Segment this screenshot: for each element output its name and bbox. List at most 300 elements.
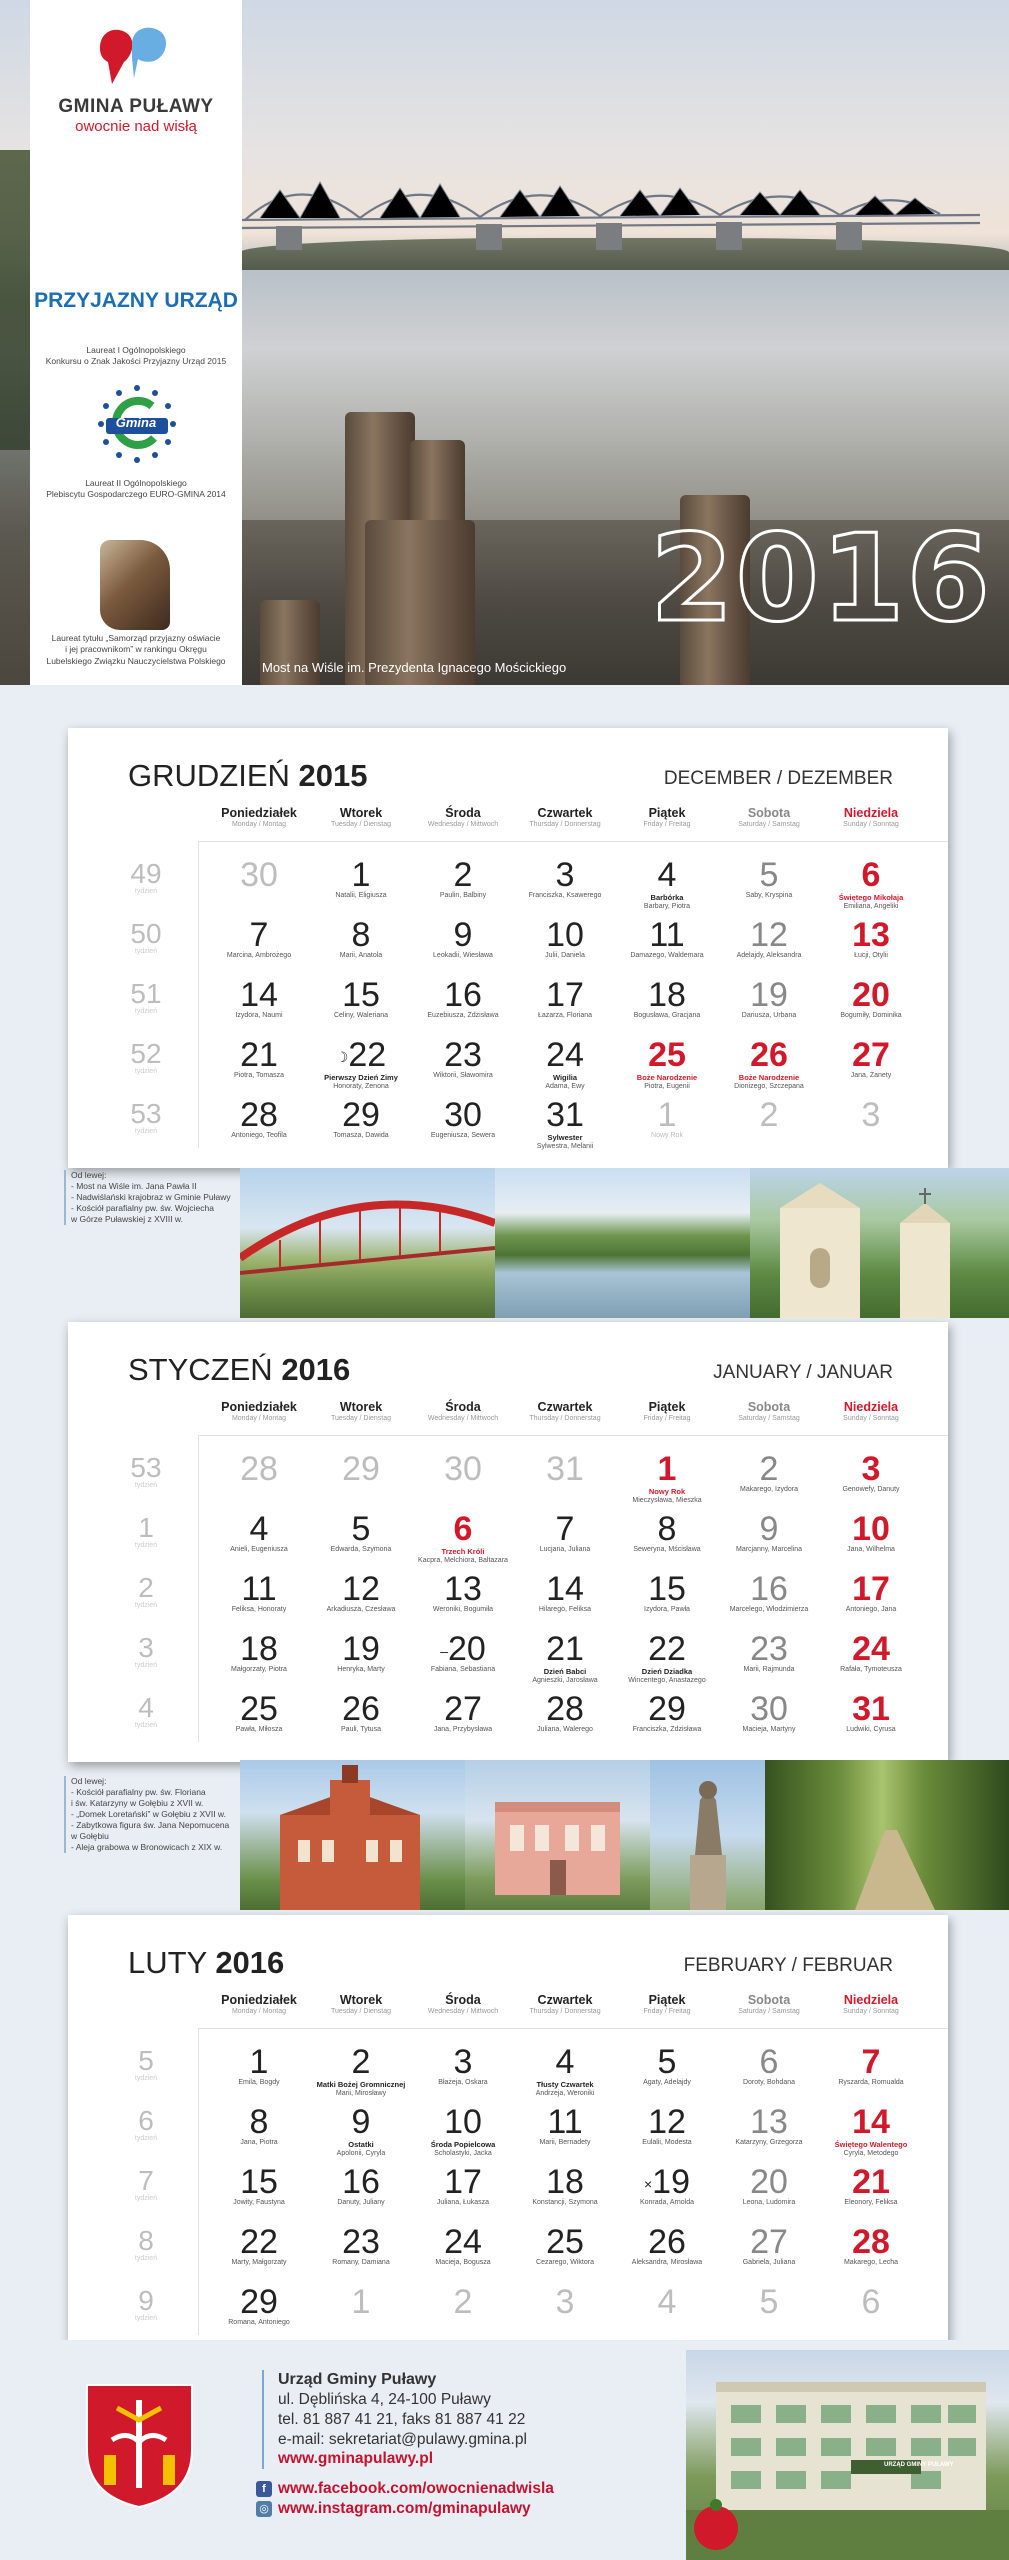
weekday-header: Wtorek Tuesday / Dienstag: [330, 1400, 392, 1422]
education-award-image: [100, 540, 170, 630]
day-number: 2: [759, 1450, 779, 1488]
week-number: 3 tydzień: [134, 1632, 158, 1669]
day-number: 16: [342, 2163, 380, 2201]
day-number: 18: [240, 1630, 278, 1668]
instagram-row[interactable]: [256, 2500, 554, 2518]
day-number: 26: [342, 1690, 380, 1728]
day-cell: [412, 1038, 514, 1080]
day-cell: [616, 2045, 718, 2087]
day-cell: [514, 2225, 616, 2267]
name-day: Barbary, Piotra: [643, 902, 691, 910]
day-number: 28: [240, 1450, 278, 1488]
day-cell: [208, 918, 310, 960]
day-cell: [412, 1632, 514, 1674]
day-cell: [310, 1572, 412, 1614]
weekday-header: Sobota Saturday / Samstag: [738, 1993, 800, 2015]
weekday-header: Poniedziałek Monday / Montag: [221, 806, 297, 828]
day-number: 30: [750, 1690, 788, 1728]
name-day: Kacpra, Melchiora, Baltazara: [418, 1556, 508, 1564]
name-day: Izydora, Pawła: [644, 1606, 690, 1613]
day-cell: [514, 1038, 616, 1091]
day-number: 28: [546, 1690, 584, 1728]
day-number: 18: [546, 2163, 584, 2201]
holiday-name: Boże Narodzenie: [636, 1073, 698, 1082]
day-number: 28: [240, 1096, 278, 1134]
day-cell: [310, 1452, 412, 1486]
website-link[interactable]: www.gminapulawy.pl: [278, 2450, 434, 2468]
name-day: Weroniki, Bogumiła: [432, 1606, 494, 1613]
facebook-icon: f: [256, 2481, 272, 2497]
weekday-header: Niedziela Sunday / Sonntag: [843, 806, 899, 828]
day-cell: [820, 918, 922, 960]
day-cell: [310, 978, 412, 1020]
bridge-illustration: [240, 160, 980, 250]
day-number: 30: [444, 1096, 482, 1134]
month-title: GRUDZIEŃ 2015: [128, 758, 368, 793]
day-number: 2: [759, 1096, 779, 1134]
day-number: 16: [750, 1570, 788, 1608]
day-number: 6: [861, 856, 881, 894]
weekday-header: Sobota Saturday / Samstag: [738, 806, 800, 828]
name-day: Marii, Bernadety: [539, 2139, 591, 2146]
caption-line: Od lewej:: [71, 1776, 107, 1786]
name-day: Franciszka, Zdzisława: [632, 1726, 702, 1733]
holiday-name: Świętego Mikołaja: [838, 893, 904, 902]
day-cell: [514, 918, 616, 960]
day-cell: [514, 1572, 616, 1614]
name-day: Cezarego, Wiktora: [536, 2259, 594, 2266]
office-email[interactable]: e-mail: sekretariat@pulawy.gmina.pl: [278, 2430, 527, 2448]
day-number: 1: [351, 856, 371, 894]
name-day: Makarego, Lecha: [843, 2259, 899, 2266]
facebook-link[interactable]: www.facebook.com/owocnienadwisla: [278, 2480, 554, 2497]
name-day: Antoniego, Teofila: [231, 1132, 287, 1139]
brand-name: GMINA PUŁAWY: [58, 96, 214, 117]
day-number: 7: [249, 916, 269, 954]
name-day: Juliana, Walerego: [537, 1726, 593, 1733]
name-day: Piotra, Eugenii: [644, 1082, 690, 1090]
office-address: ul. Dęblińska 4, 24-100 Puławy: [278, 2391, 491, 2408]
day-number: 23: [444, 1036, 482, 1074]
name-day: Marcjanny, Marcelina: [735, 1546, 802, 1553]
name-day: Romana, Antoniego: [228, 2319, 290, 2326]
day-number: ×19: [643, 2163, 690, 2201]
name-day: Jana, Przybysława: [433, 1726, 493, 1733]
day-cell: [718, 918, 820, 960]
name-day: Bogusława, Gracjana: [633, 1012, 701, 1019]
day-cell: [310, 858, 412, 900]
day-cell: [412, 1098, 514, 1140]
week-number: 9 tydzień: [134, 2285, 158, 2322]
name-day: Jana, Wilhelma: [847, 1546, 895, 1553]
name-day: Katarzyny, Grzegorza: [735, 2139, 803, 2146]
caption-line: i św. Katarzyny w Gołębiu z XVII w.: [71, 1798, 204, 1809]
day-number: 10: [852, 1510, 890, 1548]
weekday-header: Czwartek Thursday / Donnerstag: [529, 806, 601, 828]
day-number: 25: [648, 1036, 686, 1074]
name-day: Macieja, Martyny: [742, 1726, 796, 1733]
name-day: Genowefy, Danuty: [842, 1486, 900, 1493]
calendar-card-grudzień: [68, 728, 948, 1168]
name-day: Marcina, Ambrożego: [226, 952, 292, 959]
holiday-name: Tłusty Czwartek: [536, 2080, 594, 2089]
name-day: Emiliana, Angeliki: [843, 902, 899, 910]
name-day: Apolonii, Cyryla: [336, 2149, 386, 2157]
name-day: Anieli, Eugeniusza: [230, 1546, 288, 1553]
day-cell: [616, 1098, 718, 1140]
week-divider: [198, 1435, 199, 1742]
day-number: 7: [861, 2043, 881, 2081]
calendar-card-styczeń: [68, 1322, 948, 1762]
weekday-header: Wtorek Tuesday / Dienstag: [330, 806, 392, 828]
name-day: Andrzeja, Weroniki: [535, 2089, 595, 2097]
month-title: LUTY 2016: [128, 1945, 285, 1980]
day-cell: [310, 1692, 412, 1734]
name-day: Marii, Rajmunda: [743, 1666, 795, 1673]
day-number: 4: [249, 1510, 269, 1548]
day-cell: [208, 2225, 310, 2267]
name-day: Gabriela, Juliana: [742, 2259, 796, 2266]
day-number: 1: [657, 1096, 677, 1134]
name-day: Izydora, Naumi: [235, 1012, 283, 1019]
name-day: Jana, Żanety: [850, 1072, 892, 1079]
day-cell: [718, 2225, 820, 2267]
day-number: 6: [453, 1510, 473, 1548]
day-number: 6: [861, 2283, 881, 2321]
day-cell: [616, 978, 718, 1020]
weekday-header: Poniedziałek Monday / Montag: [221, 1400, 297, 1422]
contact-block: [262, 2370, 527, 2469]
caption-line: w Górze Puławskiej z XVIII w.: [71, 1214, 183, 1225]
euro-gmina-logo-text: Gmina: [115, 415, 157, 430]
name-day: Pauli, Tytusa: [341, 1726, 381, 1733]
day-cell: [820, 2285, 922, 2319]
day-number: 13: [444, 1570, 482, 1608]
day-cell: [412, 978, 514, 1020]
weekday-header: Wtorek Tuesday / Dienstag: [330, 1993, 392, 2015]
name-day: Adelajdy, Aleksandra: [736, 952, 802, 959]
day-cell: [412, 1572, 514, 1614]
day-number: 20: [750, 2163, 788, 2201]
przyjazny-urzad-logo: PRZYJAZNY URZĄD: [34, 289, 238, 312]
day-number: 20: [852, 976, 890, 1014]
moon-phase-icon: –: [440, 1643, 448, 1660]
day-number: 29: [342, 1450, 380, 1488]
day-number: 15: [240, 2163, 278, 2201]
day-number: 2: [351, 2043, 371, 2081]
name-day: Małgorzaty, Piotra: [231, 1666, 287, 1673]
office-building-photo: [686, 2350, 1009, 2560]
day-cell: [616, 918, 718, 960]
name-day: Leona, Ludomira: [742, 2199, 796, 2206]
day-cell: [208, 1632, 310, 1674]
day-cell: [514, 1632, 616, 1685]
day-cell: [412, 1512, 514, 1565]
day-cell: [412, 2225, 514, 2267]
day-cell: [412, 2105, 514, 2158]
day-number: 14: [240, 976, 278, 1014]
instagram-link[interactable]: www.instagram.com/gminapulawy: [278, 2500, 531, 2517]
name-day: Eugeniusza, Sewera: [430, 1132, 496, 1139]
day-number: 11: [649, 916, 685, 954]
day-cell: [718, 978, 820, 1020]
name-day: Łazarza, Floriana: [537, 1012, 593, 1019]
week-number: 49 tydzień: [130, 858, 162, 895]
photo-caption: Most na Wiśle im. Prezydenta Ignacego Mościckiego: [262, 660, 567, 675]
day-number: 31: [546, 1450, 584, 1488]
name-day: Macieja, Bogusza: [435, 2259, 491, 2266]
header-banner: [0, 0, 1009, 685]
caption-line: - Kościół parafialny pw. św. Wojciecha: [71, 1203, 214, 1214]
instagram-icon: ◎: [256, 2501, 272, 2517]
day-cell: [718, 2105, 820, 2147]
day-cell: [412, 2285, 514, 2319]
photo-domek-loretanski: [465, 1760, 650, 1910]
photo-river-landscape: [495, 1168, 750, 1318]
day-cell: [514, 1512, 616, 1554]
moon-phase-icon: ☽: [335, 1049, 349, 1066]
day-cell: [616, 2165, 718, 2207]
name-day: Antoniego, Jana: [845, 1606, 897, 1613]
photo-church-golab: [240, 1760, 465, 1910]
day-number: 27: [444, 1690, 482, 1728]
day-cell: [514, 1452, 616, 1486]
day-cell: [718, 2045, 820, 2087]
week-divider: [198, 841, 199, 1148]
day-cell: [310, 918, 412, 960]
name-day: Tomasza, Dawida: [333, 1132, 389, 1139]
day-number: 31: [852, 1690, 890, 1728]
day-number: 3: [555, 2283, 575, 2321]
weekday-header: Środa Wednesday / Mittwoch: [427, 806, 499, 828]
day-cell: [718, 1632, 820, 1674]
holiday-name: Dzień Dziadka: [641, 1667, 693, 1676]
day-cell: [718, 1098, 820, 1132]
award-3-text: Laureat tytułu „Samorząd przyjazny oświacie i jej pracownikom” w rankingu Okręgu Lubelskiego Związku Nauczycielstwa Polskiego: [46, 633, 226, 666]
day-number: 10: [546, 916, 584, 954]
week-number: 4 tydzień: [134, 1692, 158, 1729]
day-number: 12: [750, 916, 788, 954]
month-title: STYCZEŃ 2016: [128, 1352, 351, 1387]
name-day: Adama, Ewy: [545, 1082, 585, 1090]
day-cell: [208, 1098, 310, 1140]
day-number: 2: [453, 856, 473, 894]
holiday-name: Boże Narodzenie: [738, 1073, 800, 1082]
day-number: 17: [852, 1570, 890, 1608]
name-day: Wiktorii, Sławomira: [433, 1072, 493, 1079]
name-day: Pawła, Miłosza: [235, 1726, 283, 1733]
day-cell: [412, 1452, 514, 1486]
day-number: 15: [648, 1570, 686, 1608]
day-number: 7: [555, 1510, 575, 1548]
day-number: 11: [547, 2103, 583, 2141]
caption-line: - Aleja grabowa w Bronowicach z XIX w.: [71, 1842, 223, 1853]
day-cell: [514, 858, 616, 900]
weekday-header: Piątek Friday / Freitag: [643, 806, 691, 828]
day-cell: [208, 2285, 310, 2327]
holiday-name: Dzień Babci: [543, 1667, 587, 1676]
strip-1-caption: [64, 1170, 240, 1225]
day-number: 11: [241, 1570, 277, 1608]
day-number: 24: [852, 1630, 890, 1668]
day-number: 1: [249, 2043, 269, 2081]
day-number: 23: [342, 2223, 380, 2261]
photo-hornbeam-alley: [765, 1760, 1009, 1910]
day-number: 30: [444, 1450, 482, 1488]
day-number: 17: [546, 976, 584, 1014]
day-number: 29: [240, 2283, 278, 2321]
day-cell: [208, 2045, 310, 2087]
brand-tagline: owocnie nad wisłą: [75, 118, 197, 135]
day-cell: [412, 2165, 514, 2207]
day-cell: [412, 2045, 514, 2087]
day-number: 24: [444, 2223, 482, 2261]
day-number: 27: [750, 2223, 788, 2261]
day-cell: [208, 978, 310, 1020]
day-cell: [310, 2045, 412, 2098]
caption-line: - Most na Wiśle im. Jana Pawła II: [71, 1181, 197, 1192]
day-number: 3: [555, 856, 575, 894]
day-cell: [208, 1572, 310, 1614]
day-number: 5: [657, 2043, 677, 2081]
day-cell: [718, 1512, 820, 1554]
week-number: 5 tydzień: [134, 2045, 158, 2082]
weekday-header: Środa Wednesday / Mittwoch: [427, 1993, 499, 2015]
caption-line: w Gołębiu: [71, 1831, 109, 1842]
day-cell: [718, 1692, 820, 1734]
week-number: 53 tydzień: [130, 1452, 162, 1489]
day-cell: [616, 2225, 718, 2267]
week-number: 1 tydzień: [134, 1512, 158, 1549]
week-number: 51 tydzień: [130, 978, 162, 1015]
day-cell: [820, 1692, 922, 1734]
caption-line: - Nadwiślański krajobraz w Gminie Puławy: [71, 1192, 231, 1203]
day-cell: [310, 1038, 412, 1091]
day-number: 21: [546, 1630, 584, 1668]
day-cell: [514, 1692, 616, 1734]
name-day: Seweryna, Mścisława: [633, 1546, 701, 1553]
day-number: 3: [453, 2043, 473, 2081]
day-number: 4: [657, 2283, 677, 2321]
photo-red-bridge: [240, 1168, 495, 1318]
name-day: Juliana, Łukasza: [436, 2199, 490, 2206]
photo-strip-1: [240, 1168, 1009, 1318]
building-sign: URZĄD GMINY PUŁAWY: [884, 2462, 954, 2468]
day-number: 30: [240, 856, 278, 894]
day-cell: [616, 1572, 718, 1614]
day-number: 17: [444, 2163, 482, 2201]
name-day: Sylwestra, Melanii: [536, 1142, 594, 1150]
name-day: Natalii, Eligiusza: [335, 892, 387, 899]
name-day: Konstancji, Szymona: [532, 2199, 598, 2206]
day-cell: [208, 2105, 310, 2147]
caption-line: - Kościół parafialny pw. św. Floriana: [71, 1787, 206, 1798]
day-number: 23: [750, 1630, 788, 1668]
gmina-pulawy-logo-icon: [92, 22, 172, 92]
day-number: 13: [852, 916, 890, 954]
weekday-header: Poniedziałek Monday / Montag: [221, 1993, 297, 2015]
week-number: 52 tydzień: [130, 1038, 162, 1075]
day-cell: [820, 858, 922, 911]
day-number: 15: [342, 976, 380, 1014]
day-cell: [208, 858, 310, 892]
day-number: 25: [240, 1690, 278, 1728]
holiday-name: Wigilia: [552, 1073, 578, 1082]
day-cell: [820, 2105, 922, 2158]
day-number: 28: [852, 2223, 890, 2261]
holiday-name: Świętego Walentego: [834, 2140, 908, 2149]
day-cell: [310, 2165, 412, 2207]
day-number: 8: [657, 1510, 677, 1548]
day-cell: [514, 978, 616, 1020]
name-day: Honoraty, Zenona: [333, 1082, 389, 1090]
day-cell: [718, 1572, 820, 1614]
day-number: 19: [342, 1630, 380, 1668]
facebook-row[interactable]: [256, 2480, 554, 2498]
weekday-header: Niedziela Sunday / Sonntag: [843, 1993, 899, 2015]
day-number: 21: [240, 1036, 278, 1074]
name-day: Franciszka, Ksawerego: [528, 892, 602, 899]
name-day: Mieczysława, Mieszka: [632, 1496, 702, 1504]
week-number: 7 tydzień: [134, 2165, 158, 2202]
day-cell: [820, 1098, 922, 1132]
name-day: Julii, Daniela: [545, 952, 585, 959]
day-cell: [310, 1098, 412, 1140]
day-number: 6: [759, 2043, 779, 2081]
day-cell: [616, 2285, 718, 2319]
name-day: Paulin, Balbiny: [439, 892, 487, 899]
name-day: Agaty, Adelajdy: [643, 2079, 691, 2086]
day-cell: [514, 2105, 616, 2147]
day-cell: [514, 2165, 616, 2207]
day-number: 12: [648, 2103, 686, 2141]
name-day: Hilarego, Feliksa: [538, 1606, 592, 1613]
photo-church-gora: [750, 1168, 1009, 1318]
name-day: Jana, Piotra: [240, 2139, 278, 2146]
header-divider: [198, 2028, 948, 2029]
name-day: Łucji, Otylii: [854, 952, 888, 959]
day-cell: [412, 858, 514, 900]
name-day: Scholastyki, Jacka: [434, 2149, 492, 2157]
name-day: Saby, Kryspina: [745, 892, 793, 899]
day-cell: [514, 2045, 616, 2098]
day-number: 5: [351, 1510, 371, 1548]
name-day: Eulalii, Modesta: [642, 2139, 692, 2146]
name-day: Marii, Anatola: [339, 952, 383, 959]
day-number: 10: [444, 2103, 482, 2141]
holiday-name: Ostatki: [348, 2140, 374, 2149]
month-subtitle: FEBRUARY / FEBRUAR: [683, 1955, 893, 1976]
caption-line: Od lewej:: [71, 1170, 107, 1180]
day-number: 26: [750, 1036, 788, 1074]
moon-phase-icon: ×: [643, 2176, 653, 2193]
day-cell: [208, 1512, 310, 1554]
coat-of-arms-icon: [82, 2380, 197, 2510]
day-cell: [718, 858, 820, 900]
day-number: 8: [249, 2103, 269, 2141]
name-day: Konrada, Arnolda: [639, 2199, 695, 2206]
name-day: Celiny, Waleriana: [333, 1012, 389, 1019]
month-subtitle: JANUARY / JANUAR: [713, 1362, 893, 1383]
name-day: Bogumiły, Dominika: [840, 1012, 902, 1019]
day-number: 2: [453, 2283, 473, 2321]
day-number: 1: [657, 1450, 677, 1488]
name-day: Makarego, Izydora: [740, 1486, 798, 1493]
day-number: 5: [759, 856, 779, 894]
day-cell: [208, 1452, 310, 1486]
day-number: 24: [546, 1036, 584, 1074]
day-number: 4: [657, 856, 677, 894]
